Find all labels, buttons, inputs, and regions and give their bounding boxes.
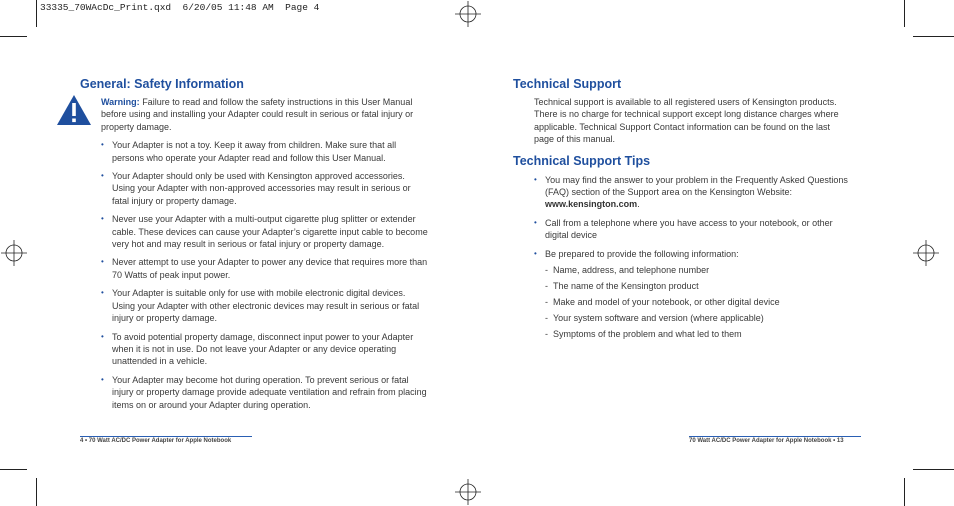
warning-text: Failure to read and follow the safety instructions in this User Manual before using and installing your Adapter could result in serious or fatal injury or property damage. xyxy=(101,97,414,132)
footer-right: 70 Watt AC/DC Power Adapter for Apple Notebook • 13 xyxy=(689,438,844,444)
footer-left: 4 • 70 Watt AC/DC Power Adapter for Apple Notebook xyxy=(80,438,232,444)
crop-mark xyxy=(0,36,27,37)
list-item: • Your Adapter may become hot during operation. To prevent serious or fatal injury or property damage provide adequate ventilation and refrain from placing items on or around your Adapter during operation. xyxy=(112,374,430,411)
support-heading: Technical Support xyxy=(513,77,622,91)
info-list xyxy=(545,264,848,340)
warning-label: Warning: xyxy=(101,97,140,107)
tip-text: You may find the answer to your problem in the Frequently Asked Questions (FAQ) section of the Support area on the Kensington Website: xyxy=(545,174,848,198)
registration-mark-icon xyxy=(455,1,481,27)
safety-heading: General: Safety Information xyxy=(80,77,244,91)
footer-rule xyxy=(689,436,861,437)
list-item: - Make and model of your notebook, or other digital device xyxy=(553,296,848,308)
list-item: - Symptoms of the problem and what led to them xyxy=(553,328,848,340)
crop-mark xyxy=(36,0,37,27)
tip-punctuation: . xyxy=(637,199,640,210)
website-link[interactable]: www.kensington.com xyxy=(545,199,638,210)
warning-triangle-icon xyxy=(56,94,92,126)
footer-rule xyxy=(80,436,252,437)
list-item xyxy=(545,248,848,340)
crop-mark xyxy=(36,478,37,506)
registration-mark-icon xyxy=(455,479,481,505)
safety-section xyxy=(80,77,430,417)
crop-mark xyxy=(913,469,954,470)
list-item: • To avoid potential property damage, disconnect input power to your Adapter when it is not in use. Do not leave your Adapter or any device operating unattended in a vehicle. xyxy=(112,331,430,368)
list-item: - The name of the Kensington product xyxy=(553,280,848,292)
registration-mark-icon xyxy=(1,240,27,266)
list-item: • Never attempt to use your Adapter to power any device that requires more than 70 Watts of peak input power. xyxy=(112,256,430,281)
list-item: • Your Adapter is not a toy. Keep it away from children. Make sure that all persons who operate your Adapter read and follow this User Manual. xyxy=(112,139,430,164)
list-item: • Your Adapter should only be used with Kensington approved accessories. Using your Adapter with non-approved accessories may result in serious or fatal injury or property damage. xyxy=(112,170,430,207)
list-item: - Name, address, and telephone number xyxy=(553,264,848,276)
crop-mark xyxy=(904,478,905,506)
safety-bullet-list xyxy=(80,139,430,411)
support-intro: Technical support is available to all registered users of Kensington products. There is no charge for technical support except long distance charges where applicable. Technical Support Contact information can be found on the last page of this manual. xyxy=(534,97,839,145)
warning-block xyxy=(80,96,430,133)
support-tips-heading: Technical Support Tips xyxy=(513,153,651,168)
list-item: • Never use your Adapter with a multi-output cigarette plug splitter or extender cable. These devices can cause your Adapter’s cigarette input cable to become very hot and may result in serious or fatal injury or property damage. xyxy=(112,213,430,250)
support-section xyxy=(513,77,848,346)
tip-text: Be prepared to provide the following information: xyxy=(545,248,739,259)
print-slug: 33335_70WAcDc_Print.qxd 6/20/05 11:48 AM Page 4 xyxy=(40,2,320,13)
support-tips-list xyxy=(513,174,848,340)
list-item: • Call from a telephone where you have access to your notebook, or other digital device xyxy=(545,217,848,242)
crop-mark xyxy=(0,469,27,470)
list-item xyxy=(545,174,848,211)
list-item: - Your system software and version (where applicable) xyxy=(553,312,848,324)
list-item: • Your Adapter is suitable only for use with mobile electronic digital devices. Using your Adapter with other electronic devices may result in serious or fatal injury or property damage. xyxy=(112,287,430,324)
registration-mark-icon xyxy=(913,240,939,266)
crop-mark xyxy=(913,36,954,37)
crop-mark xyxy=(904,0,905,27)
